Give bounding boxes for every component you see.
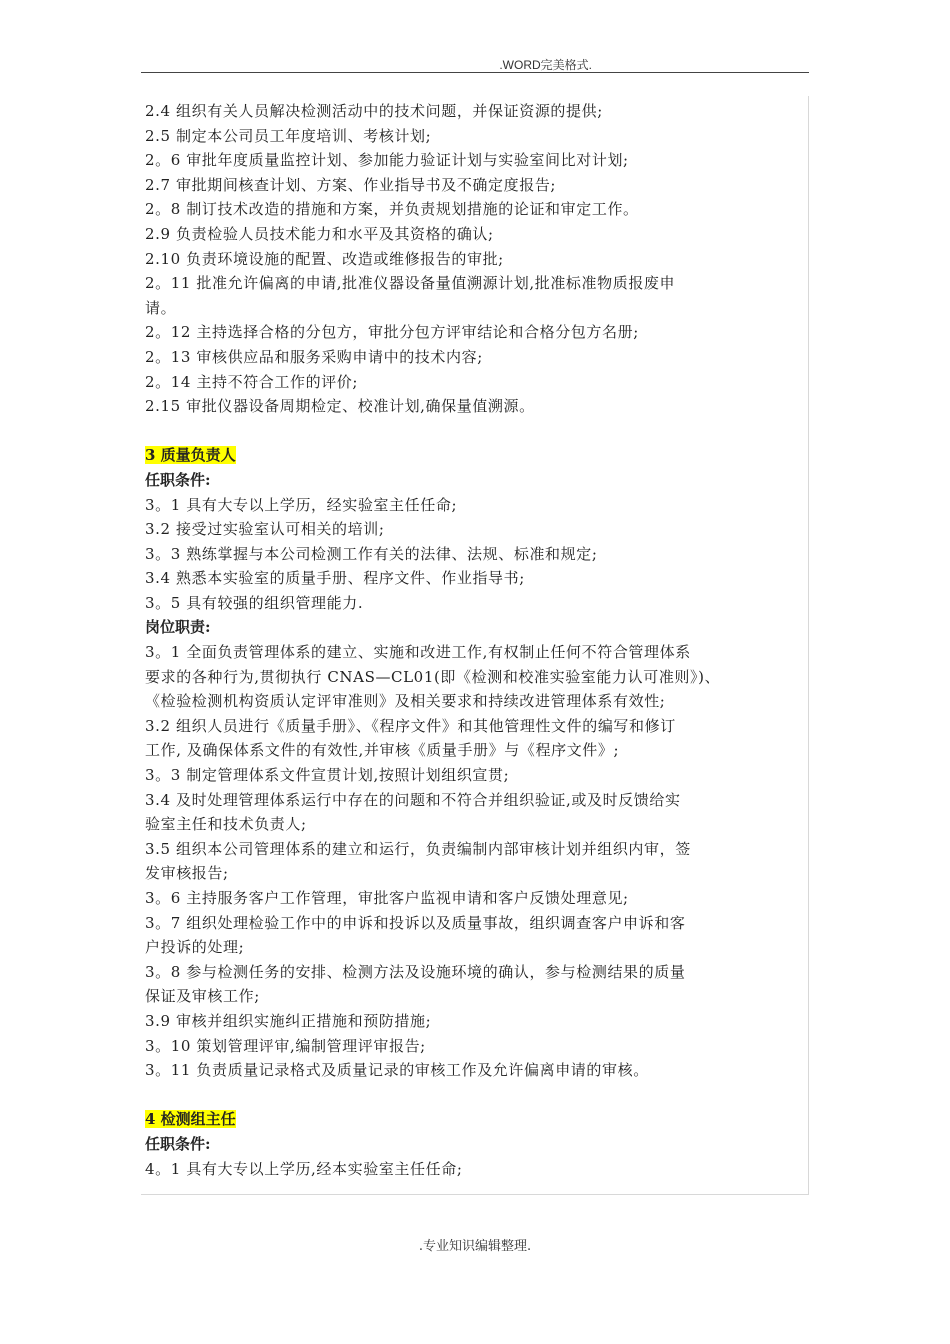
text-line: 2。12 主持选择合格的分包方，审批分包方评审结论和合格分包方名册; (145, 323, 639, 342)
text-line: 2。13 审核供应品和服务采购申请中的技术内容; (145, 347, 483, 366)
text-line: 3。1 具有大专以上学历，经实验室主任任命; (145, 495, 458, 514)
text-line: 3.4 熟悉本实验室的质量手册、程序文件、作业指导书; (145, 569, 525, 588)
text-line: 2。14 主持不符合工作的评价; (145, 372, 359, 391)
section-3-qualification-label: 任职条件: (145, 470, 211, 489)
section-2-list (145, 99, 807, 419)
text-line: 3.9 审核并组织实施纠正措施和预防措施; (145, 1011, 432, 1030)
section-4-qualification-list (145, 1157, 807, 1182)
text-line: 3.2 组织人员进行《质量手册》、《程序文件》和其他管理性文件的编写和修订 (145, 716, 676, 735)
text-line: 《检验检测机构资质认定评审准则》及相关要求和持续改进管理体系有效性; (145, 692, 666, 711)
text-line: 4。1 具有大专以上学历,经本实验室主任任命; (145, 1159, 463, 1178)
text-line: 3。5 具有较强的组织管理能力. (145, 593, 364, 612)
section-3-qualification-list (145, 493, 807, 616)
text-line: 2.5 制定本公司员工年度培训、考核计划; (145, 126, 432, 145)
text-line: 2。11 批准允许偏离的申请,批准仪器设备量值溯源计划,批准标准物质报废申 (145, 274, 676, 293)
text-line: 要求的各种行为,贯彻执行 CNAS—CL01(即《检测和校准实验室能力认可准则》)、 (145, 667, 721, 686)
text-line: 工作, 及确保体系文件的有效性,并审核《质量手册》与《程序文件》; (145, 741, 620, 760)
page-footer-text: .专业知识编辑整理. (418, 1239, 532, 1254)
section-3-heading: 3 质量负责人 (145, 446, 236, 465)
text-line: 验室主任和技术负责人; (145, 815, 307, 834)
text-line: 3。6 主持服务客户工作管理，审批客户监视申请和客户反馈处理意见; (145, 889, 629, 907)
text-line: 2.7 审批期间核查计划、方案、作业指导书及不确定度报告; (145, 175, 557, 194)
text-line: 3。8 参与检测任务的安排、检测方法及设施环境的确认，参与检测结果的质量 (145, 962, 686, 981)
section-4-heading: 4 检测组主任 (145, 1110, 236, 1129)
text-line: 2。6 审批年度质量监控计划、参加能力验证计划与实验室间比对计划; (145, 151, 629, 170)
text-line: 户投诉的处理; (145, 938, 245, 957)
text-line: 3.4 及时处理管理体系运行中存在的问题和不符合并组织验证,或及时反馈给实 (145, 790, 681, 809)
header-divider (141, 72, 809, 73)
text-line: 3。7 组织处理检验工作中的申诉和投诉以及质量事故，组织调查客户申诉和客 (145, 913, 686, 932)
page-header-text: .WORD完美格式. (499, 58, 592, 72)
section-3-duty-label: 岗位职责: (145, 618, 211, 637)
document-body (145, 99, 807, 1181)
text-line: 发审核报告; (145, 864, 229, 883)
text-line: 2.9 负责检验人员技术能力和水平及其资格的确认; (145, 224, 494, 243)
text-line: 请。 (145, 298, 177, 317)
text-line: 3。10 策划管理评审,编制管理评审报告; (145, 1036, 426, 1055)
section-3-duty-list (145, 640, 807, 1083)
text-line: 3。1 全面负责管理体系的建立、实施和改进工作,有权制止任何不符合管理体系 (145, 643, 691, 662)
text-line: 2.15 审批仪器设备周期检定、校准计划,确保量值溯源。 (145, 397, 535, 416)
text-line: 3.2 接受过实验室认可相关的培训; (145, 520, 385, 539)
text-line: 3。3 制定管理体系文件宣贯计划,按照计划组织宣贯; (145, 766, 510, 785)
text-line: 3.5 组织本公司管理体系的建立和运行，负责编制内部审核计划并组织内审，签 (145, 839, 691, 858)
section-4-qualification-label: 任职条件: (145, 1134, 211, 1153)
text-line: 2.4 组织有关人员解决检测活动中的技术问题，并保证资源的提供; (145, 102, 603, 120)
text-line: 2.10 负责环境设施的配置、改造或维修报告的审批; (145, 249, 504, 268)
text-line: 2。8 制订技术改造的措施和方案，并负责规划措施的论证和审定工作。 (145, 200, 639, 219)
text-line: 3。11 负责质量记录格式及质量记录的审核工作及允许偏离申请的审核。 (145, 1061, 649, 1080)
text-line: 保证及审核工作; (145, 987, 260, 1006)
text-line: 3。3 熟练掌握与本公司检测工作有关的法律、法规、标准和规定; (145, 544, 598, 563)
